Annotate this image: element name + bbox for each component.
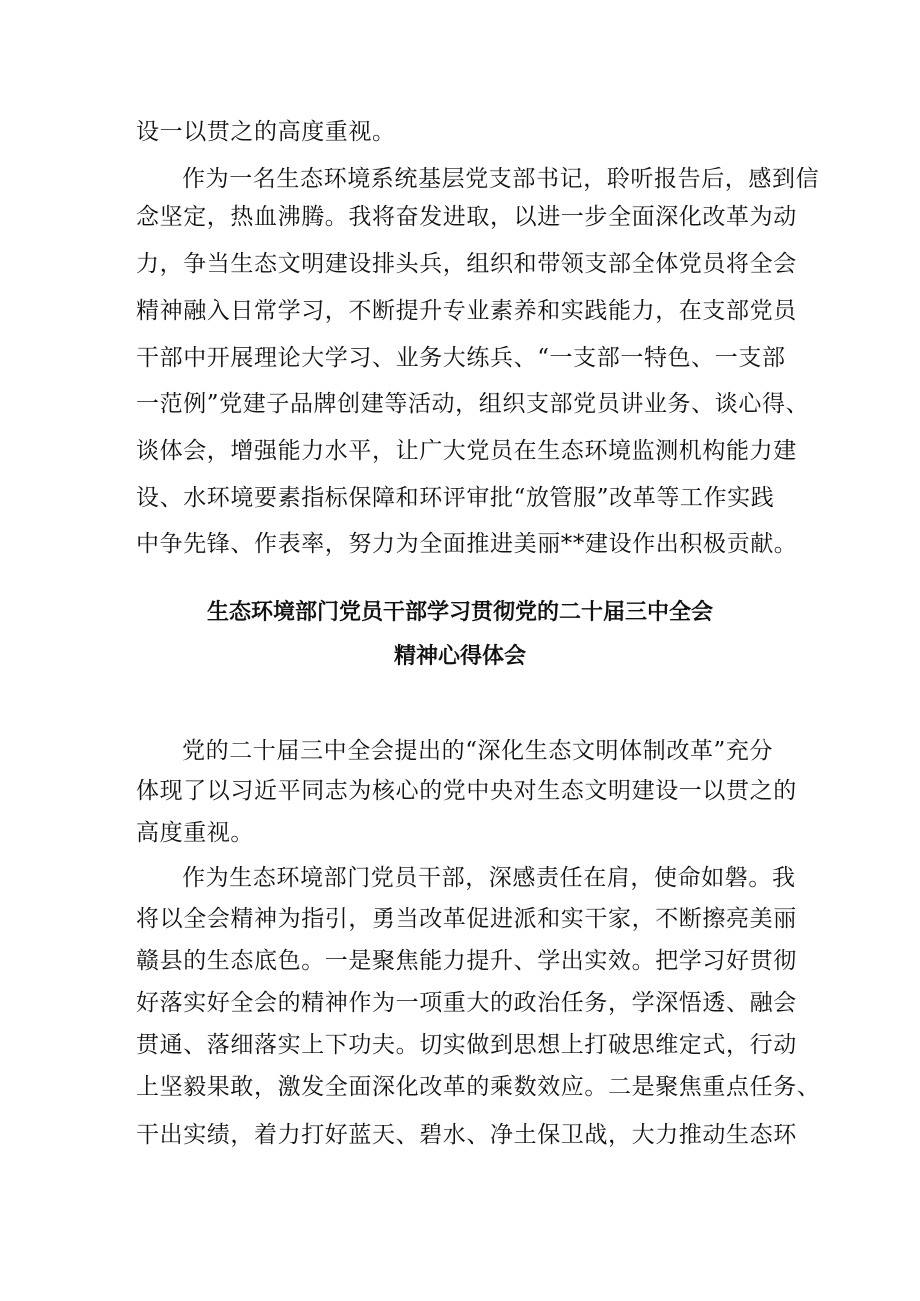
text-line: 贯通、落细落实上下功夫。切实做到思想上打破思维定式，行动 xyxy=(136,1032,797,1058)
section-title-line2: 精神心得体会 xyxy=(393,644,526,669)
text-line: 谈体会，增强能力水平，让广大党员在生态环境监测机构能力建 xyxy=(136,438,797,464)
text-line: 干出实绩，着力打好蓝天、碧水、净土保卫战，大力推动生态环 xyxy=(136,1122,797,1148)
text-line: 将以全会精神为指引，勇当改革促进派和实干家，不断擦亮美丽 xyxy=(136,906,797,932)
text-line: 念坚定，热血沸腾。我将奋发进取，以进一步全面深化改革为动 xyxy=(136,204,797,230)
paragraph-first-line: 党的二十届三中全会提出的“深化生态文明体制改革”充分 xyxy=(182,738,774,764)
text-line: 一范例”党建子品牌创建等活动，组织支部党员讲业务、谈心得、 xyxy=(136,391,810,417)
text-line: 体现了以习近平同志为核心的党中央对生态文明建设一以贯之的 xyxy=(136,778,797,804)
paragraph-first-line: 作为生态环境部门党员干部，深感责任在肩，使命如磐。我 xyxy=(182,865,796,891)
text-line: 力，争当生态文明建设排头兵，组织和带领支部全体党员将全会 xyxy=(136,251,797,277)
text-line: 干部中开展理论大学习、业务大练兵、“一支部一特色、一支部 xyxy=(136,345,786,371)
section-title-line1: 生态环境部门党员干部学习贯彻党的二十届三中全会 xyxy=(206,600,713,625)
text-line: 好落实好全会的精神作为一项重大的政治任务，学深悟透、融会 xyxy=(136,990,797,1016)
text-line: 高度重视。 xyxy=(136,820,254,846)
text-line: 中争先锋、作表率，努力为全面推进美丽**建设作出积极贡献。 xyxy=(136,531,798,557)
text-line: 上坚毅果敢，激发全面深化改革的乘数效应。二是聚焦重点任务、 xyxy=(136,1074,821,1100)
text-line: 精神融入日常学习，不断提升专业素养和实践能力，在支部党员 xyxy=(136,298,797,324)
text-line: 设、水环境要素指标保障和环评审批“放管服”改革等工作实践 xyxy=(136,485,775,511)
text-line: 设一以贯之的高度重视。 xyxy=(136,119,396,145)
paragraph-first-line: 作为一名生态环境系统基层党支部书记，聆听报告后，感到信 xyxy=(182,166,820,192)
text-line: 赣县的生态底色。一是聚焦能力提升、学出实效。把学习好贯彻 xyxy=(136,948,797,974)
